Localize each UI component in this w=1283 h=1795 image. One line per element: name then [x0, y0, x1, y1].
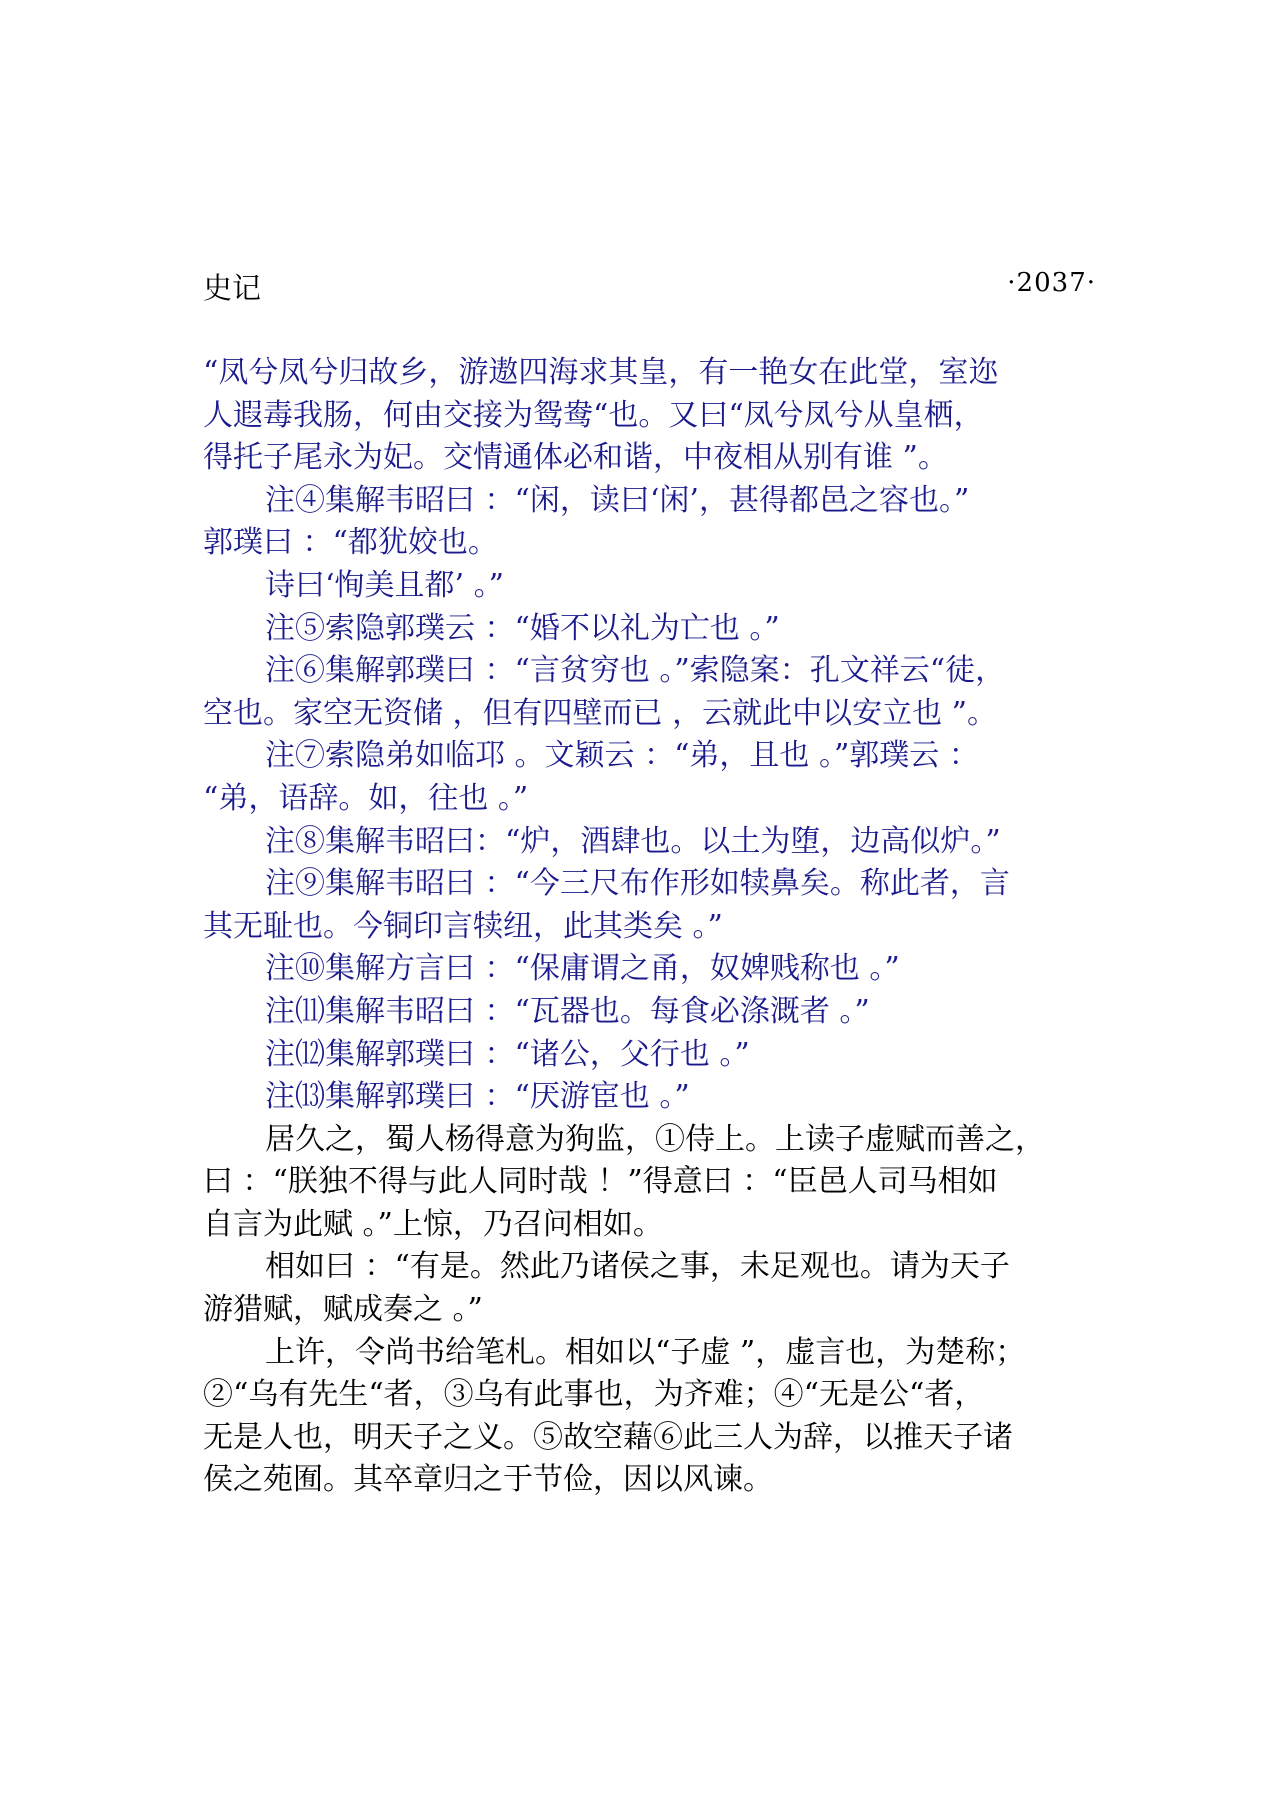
annotation-line: 得托子尾永为妃。交情通体必和谐，中夜相从别有谁 ”。	[203, 440, 948, 476]
annotation-line: 注⑥集解郭璞曰 ：“言贫穷也 。”索隐案：孔文祥云“徒，	[265, 653, 1006, 689]
annotation-line: 注⑾集解韦昭曰 ：“瓦器也。每食必涤溉者 。”	[265, 993, 870, 1029]
annotation-line: 注⒀集解郭璞曰 ：“厌游宦也 。”	[265, 1079, 690, 1115]
page-number: ·2037·	[1007, 268, 1096, 298]
annotation-line: 注⑧集解韦昭曰：“炉，酒肆也。以土为堕，边高似炉。”	[265, 823, 1001, 859]
annotation-line: 注⑿集解郭璞曰 ：“诸公，父行也 。”	[265, 1036, 750, 1072]
text-line: 游猎赋，赋成奏之 。”	[203, 1292, 483, 1328]
annotation-line: 空也。家空无资储 ，但有四壁而已 ，云就此中以安立也 ”。	[203, 695, 997, 731]
text-line: 相如曰 ：“有是。然此乃诸侯之事，未足观也。请为天子	[265, 1249, 1010, 1285]
annotation-line: 注⑤索隐郭璞云 ：“婚不以礼为亡也 。”	[265, 610, 780, 646]
text-line: 侯之苑囿。其卒章归之于节俭，因以风谏。	[203, 1462, 773, 1498]
annotation-line: 人遐毒我肠，何由交接为鸳鸯“也。又曰“凤兮凤兮从皇栖，	[203, 397, 984, 433]
text-body	[203, 352, 1103, 1502]
annotation-line: “弟，语辞。如，往也 。”	[203, 780, 529, 816]
book-title: 史记	[203, 271, 262, 305]
annotation-line: 郭璞曰 ：“都犹姣也。	[203, 525, 498, 561]
text-line: 无是人也，明天子之义。⑤故空藉⑥此三人为辞，以推天子诸	[203, 1419, 1013, 1455]
annotation-line: 诗曰‘恂美且都’ 。”	[265, 567, 504, 603]
annotation-line: “凤兮凤兮归故乡，游遨四海求其皇，有一艳女在此堂，室迩	[203, 355, 999, 390]
text-line: 曰 ：“朕独不得与此人同时哉 ！”得意曰 ：“臣邑人司马相如	[203, 1164, 998, 1200]
annotation-line: 注④集解韦昭曰 ：“闲，读曰‘闲’，甚得都邑之容也。”	[265, 482, 970, 518]
annotation-line: 注⑨集解韦昭曰 ：“今三尺布作形如犊鼻矣。称此者，言	[265, 866, 1010, 902]
text-line: 自言为此赋 。”上惊，乃召问相如。	[203, 1206, 663, 1242]
text-line: 居久之，蜀人杨得意为狗监，①侍上。上读子虚赋而善之，	[265, 1121, 1045, 1157]
page-header	[203, 266, 1096, 306]
annotation-line: 注⑦索隐弟如临邛 。文颖云 ：“弟，且也 。”郭璞云 ：	[265, 738, 979, 774]
text-line: 上许，令尚书给笔札。相如以“子虚 ”，虚言也，为楚称；	[265, 1334, 1026, 1370]
annotation-line: 其无耻也。今铜印言犊纽，此其类矣 。”	[203, 908, 723, 944]
text-line: ②“乌有先生“者，③乌有此事也，为齐难；④“无是公“者，	[203, 1377, 985, 1413]
annotation-line: 注⑩集解方言曰 ：“保庸谓之甬，奴婢贱称也 。”	[265, 951, 900, 987]
